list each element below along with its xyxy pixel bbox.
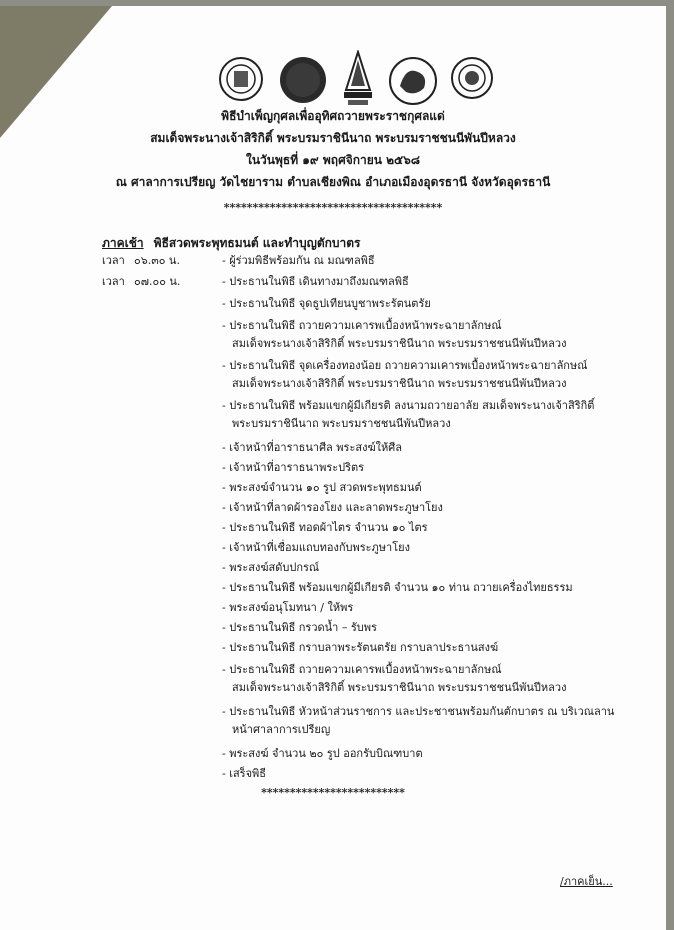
agenda-item: - ประธานในพิธี พร้อมแขกผู้มีเกียรติ ลงนามถวายอาลัย สมเด็จพระนางเจ้าสิริกิติ์ bbox=[222, 399, 595, 412]
agenda-item: - พระสงฆ์จำนวน ๑๐ รูป สวดพระพุทธมนต์ bbox=[222, 481, 422, 494]
agenda-item: - ประธานในพิธี หัวหน้าส่วนราชการ และประชาชนพร้อมกันตักบาตร ณ บริเวณลาน bbox=[222, 705, 615, 718]
agenda-item-continuation: สมเด็จพระนางเจ้าสิริกิติ์ พระบรมราชินีนาถ พระบรมราชชนนีพันปีหลวง bbox=[232, 681, 567, 694]
document-page bbox=[0, 6, 666, 930]
section-title: พิธีสวดพระพุทธมนต์ และทำบุญตักบาตร bbox=[153, 236, 361, 250]
agenda-item-continuation: สมเด็จพระนางเจ้าสิริกิติ์ พระบรมราชินีนาถ พระบรมราชชนนีพันปีหลวง bbox=[232, 337, 567, 350]
time-label-1: เวลา bbox=[102, 254, 125, 267]
agenda-item: - พระสงฆ์อนุโมทนา / ให้พร bbox=[222, 601, 354, 614]
title-line-2: สมเด็จพระนางเจ้าสิริกิติ์ พระบรมราชินีนาถ พระบรมราชชนนีพันปีหลวง bbox=[150, 131, 516, 145]
title-line-4: ณ ศาลาการเปรียญ วัดไชยาราม ตำบลเชียงพิณ อำเภอเมืองอุดรธานี จังหวัดอุดรธานี bbox=[115, 175, 551, 189]
agenda-item-continuation: สมเด็จพระนางเจ้าสิริกิติ์ พระบรมราชินีนาถ พระบรมราชชนนีพันปีหลวง bbox=[232, 377, 567, 390]
emblem-row bbox=[0, 56, 666, 112]
time-value-2: ๐๗.๐๐ น. bbox=[134, 275, 181, 288]
agenda-item: - เจ้าหน้าที่อาราธนาพระปริตร bbox=[222, 461, 365, 474]
seal-emblem-4 bbox=[388, 56, 438, 106]
divider-top: ************************************** bbox=[223, 201, 443, 214]
time-label-2: เวลา bbox=[102, 275, 125, 288]
agenda-item: - ประธานในพิธี ทอดผ้าไตร จำนวน ๑๐ ไตร bbox=[222, 521, 428, 534]
seal-emblem-2 bbox=[279, 56, 327, 104]
next-page-marker: /ภาคเย็น... bbox=[560, 875, 613, 888]
agenda-item: - ประธานในพิธี ถวายความเคารพเบื้องหน้าพระฉายาลักษณ์ bbox=[222, 663, 502, 676]
seal-emblem-5 bbox=[450, 56, 494, 100]
agenda-item: - พระสงฆ์ จำนวน ๒๐ รูป ออกรับบิณฑบาต bbox=[222, 747, 423, 760]
divider-bottom: ************************* bbox=[261, 786, 405, 799]
agenda-item: - ผู้ร่วมพิธีพร้อมกัน ณ มณฑลพิธี bbox=[222, 254, 375, 267]
agenda-item: - เสร็จพิธี bbox=[222, 767, 267, 780]
agenda-item: - ประธานในพิธี ถวายความเคารพเบื้องหน้าพระฉายาลักษณ์ bbox=[222, 319, 502, 332]
agenda-item: - พระสงฆ์สดับปกรณ์ bbox=[222, 561, 320, 574]
seal-emblem-3 bbox=[340, 50, 376, 108]
seal-emblem-1 bbox=[218, 56, 264, 102]
agenda-item: - ประธานในพิธี กรวดน้ำ – รับพร bbox=[222, 621, 377, 634]
title-line-3: ในวันพุธที่ ๑๙ พฤศจิกายน ๒๕๖๘ bbox=[245, 153, 421, 167]
agenda-item: - ประธานในพิธี จุดธูปเทียนบูชาพระรัตนตรัย bbox=[222, 297, 431, 310]
agenda-item: - ประธานในพิธี จุดเครื่องทองน้อย ถวายความเคารพเบื้องหน้าพระฉายาลักษณ์ bbox=[222, 359, 588, 372]
agenda-item: - ประธานในพิธี กราบลาพระรัตนตรัย กราบลาประธานสงฆ์ bbox=[222, 641, 499, 654]
agenda-item: - เจ้าหน้าที่เชื่อมแถบทองกับพระภูษาโยง bbox=[222, 541, 410, 554]
agenda-item-continuation: พระบรมราชินีนาถ พระบรมราชชนนีพันปีหลวง bbox=[232, 417, 451, 430]
agenda-item: - เจ้าหน้าที่อาราธนาศีล พระสงฆ์ให้ศีล bbox=[222, 441, 402, 454]
agenda-item-continuation: หน้าศาลาการเปรียญ bbox=[232, 723, 331, 736]
title-line-1: พิธีบำเพ็ญกุศลเพื่ออุทิศถวายพระราชกุศลแด่ bbox=[221, 109, 445, 123]
agenda-item: - เจ้าหน้าที่ลาดผ้ารองโยง และลาดพระภูษาโยง bbox=[222, 501, 443, 514]
section-label: ภาคเช้า bbox=[102, 236, 144, 250]
agenda-item: - ประธานในพิธี เดินทางมาถึงมณฑลพิธี bbox=[222, 275, 409, 288]
agenda-item: - ประธานในพิธี พร้อมแขกผู้มีเกียรติ จำนวน ๑๐ ท่าน ถวายเครื่องไทยธรรม bbox=[222, 581, 573, 594]
time-value-1: ๐๖.๓๐ น. bbox=[134, 254, 180, 267]
